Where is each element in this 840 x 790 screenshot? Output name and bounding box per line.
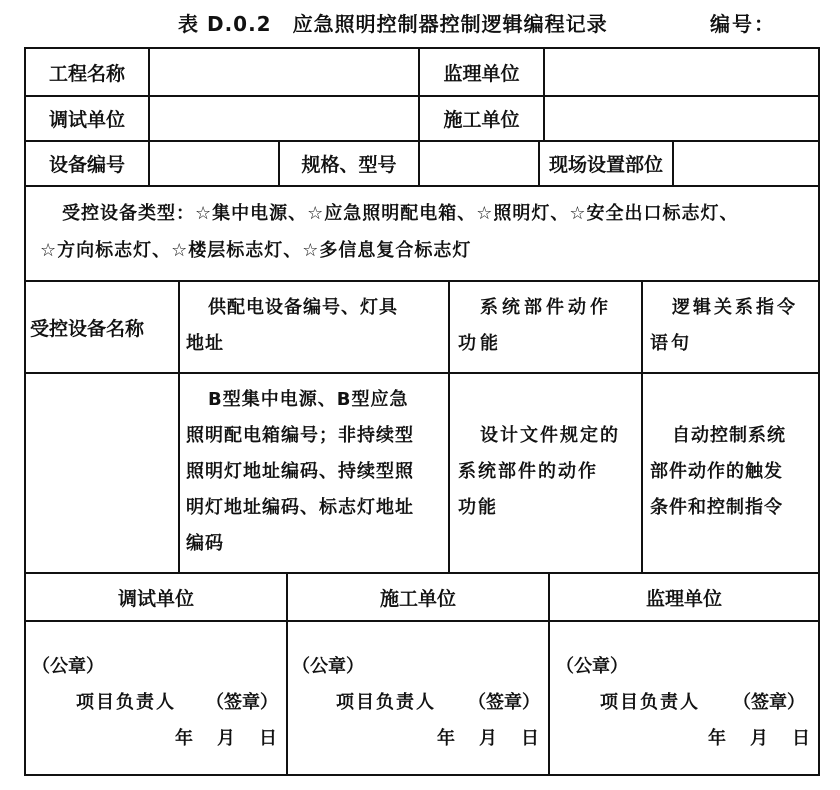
header-col3-line1: 系统部件动作: [480, 297, 612, 318]
body-col4-line: 部件动作的触发: [650, 461, 783, 482]
month-label: 月: [750, 728, 768, 749]
responsible-label: 项目负责人: [600, 692, 700, 713]
seal-label: （公章）: [32, 656, 104, 677]
body-col4-line: 条件和控制指令: [650, 497, 783, 518]
controlled-types-line2: ☆方向标志灯、☆楼层标志灯、☆多信息复合标志灯: [40, 240, 472, 261]
document-title: [0, 4, 840, 38]
spec-model-label: 规格、型号: [301, 154, 397, 176]
body-col4-line: 自动控制系统: [672, 425, 786, 446]
day-label: 日: [259, 728, 277, 749]
equipment-number-label: 设备编号: [48, 154, 125, 176]
signature-construction-unit: 施工单位: [379, 587, 456, 610]
install-location-label: 现场设置部位: [548, 154, 663, 176]
record-number-label: 编号：: [710, 12, 776, 36]
header-controlled-device-name: 受控设备名称: [30, 317, 145, 340]
sign-label: （签章）: [206, 692, 278, 713]
body-col2-line: 照明配电箱编号；非持续型: [186, 425, 414, 446]
body-component-action: [458, 418, 638, 526]
year-label: 年: [708, 728, 726, 749]
header-power-equipment-address: [186, 290, 446, 362]
body-col3-line: 设计文件规定的: [480, 425, 620, 446]
seal-label: （公章）: [556, 656, 628, 677]
signature-debug-unit: 调试单位: [117, 587, 194, 610]
year-label: 年: [175, 728, 193, 749]
header-col3-line2: 功能: [458, 333, 502, 354]
day-label: 日: [521, 728, 539, 749]
body-logic-instruction: [650, 418, 818, 526]
header-logic-instruction: [650, 290, 818, 362]
body-power-equipment-address: [186, 382, 446, 562]
body-col3-line: 功能: [458, 497, 498, 518]
controlled-device-types: [40, 195, 818, 269]
signature-supervision-unit: 监理单位: [645, 587, 722, 610]
header-col2-line2: 地址: [186, 333, 224, 354]
responsible-label: 项目负责人: [336, 692, 436, 713]
body-col2-line: B型集中电源、B型应急: [208, 389, 409, 410]
controlled-types-line1: 受控设备类型：☆集中电源、☆应急照明配电箱、☆照明灯、☆安全出口标志灯、: [62, 203, 739, 224]
month-label: 月: [217, 728, 235, 749]
header-col4-line1: 逻辑关系指令: [672, 297, 798, 318]
body-col2-line: 编码: [186, 533, 224, 554]
header-component-action: [458, 290, 638, 362]
responsible-label: 项目负责人: [76, 692, 176, 713]
header-col2-line1: 供配电设备编号、灯具: [208, 297, 398, 318]
construction-unit-label: 施工单位: [443, 109, 520, 131]
body-col3-line: 系统部件的动作: [458, 461, 598, 482]
body-col2-line: 照明灯地址编码、持续型照: [186, 461, 414, 482]
header-col4-line2: 语句: [650, 333, 692, 354]
seal-label: （公章）: [292, 656, 364, 677]
title-text: 表 D.0.2 应急照明控制器控制逻辑编程记录: [178, 12, 608, 36]
sign-label: （签章）: [468, 692, 540, 713]
year-label: 年: [437, 728, 455, 749]
sign-label: （签章）: [733, 692, 805, 713]
day-label: 日: [792, 728, 810, 749]
month-label: 月: [479, 728, 497, 749]
body-col2-line: 明灯地址编码、标志灯地址: [186, 497, 414, 518]
debug-unit-label: 调试单位: [48, 109, 125, 131]
project-name-label: 工程名称: [48, 62, 125, 85]
supervision-unit-label: 监理单位: [443, 62, 520, 85]
